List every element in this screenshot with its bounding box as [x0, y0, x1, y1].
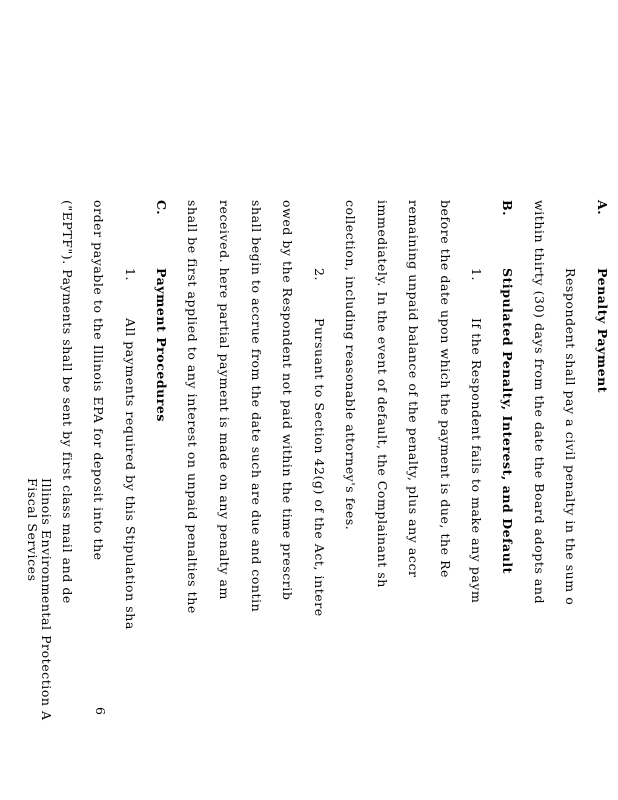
section-b-letter: B.	[500, 200, 515, 217]
section-b-p2-line: shall be first applied to any interest on unpaid penalties the	[185, 200, 200, 614]
section-b-p1-number: 1.	[469, 268, 484, 282]
section-b-p2-line: owed by the Respondent not paid within the time prescrib	[280, 200, 295, 601]
section-b-p1-line: immediately. In the event of default, the Complainant sh	[375, 200, 390, 588]
section-b-p2-number: 2.	[312, 268, 327, 282]
section-a-line: within thirty (30) days from the date the Board adopts and	[532, 200, 547, 605]
page-number: 6	[93, 707, 108, 716]
section-a-line: Respondent shall pay a civil penalty in the sum o	[563, 268, 578, 606]
section-b-p2-line: shall begin to accrue from the date such are due and contin	[249, 200, 264, 613]
section-c-p1-line: ("EPTF"). Payments shall be sent by first class mail and de	[60, 200, 75, 604]
section-c-p1-line: All payments required by this Stipulation sha	[123, 318, 138, 630]
section-b-p2-line: received. here partial payment is made on any penalty am	[217, 200, 232, 600]
section-b-p1-line: collection, including reasonable attorney's fees.	[343, 200, 358, 531]
section-b-p1-line: remaining unpaid balance of the penalty, plus any accr	[406, 200, 421, 578]
section-c-letter: C.	[154, 200, 169, 216]
section-b-p1-line: before the date upon which the payment is due, the Re	[438, 200, 453, 579]
address-line: Illinois Environmental Protection A	[39, 478, 54, 721]
section-a-heading: Penalty Payment	[595, 268, 610, 394]
address-line: Fiscal Services	[25, 478, 40, 582]
section-c-p1-line: order payable to the Illinois EPA for deposit into the	[91, 200, 106, 561]
section-b-p2-line: Pursuant to Section 42(g) of the Act, intere	[312, 318, 327, 617]
section-a-letter: A.	[595, 200, 610, 216]
section-c-heading: Payment Procedures	[154, 268, 169, 423]
section-b-heading: Stipulated Penalty, Interest, and Default	[500, 268, 515, 574]
section-c-p1-number: 1.	[123, 268, 138, 282]
section-b-p1-line: If the Respondent fails to make any paym	[469, 318, 484, 604]
